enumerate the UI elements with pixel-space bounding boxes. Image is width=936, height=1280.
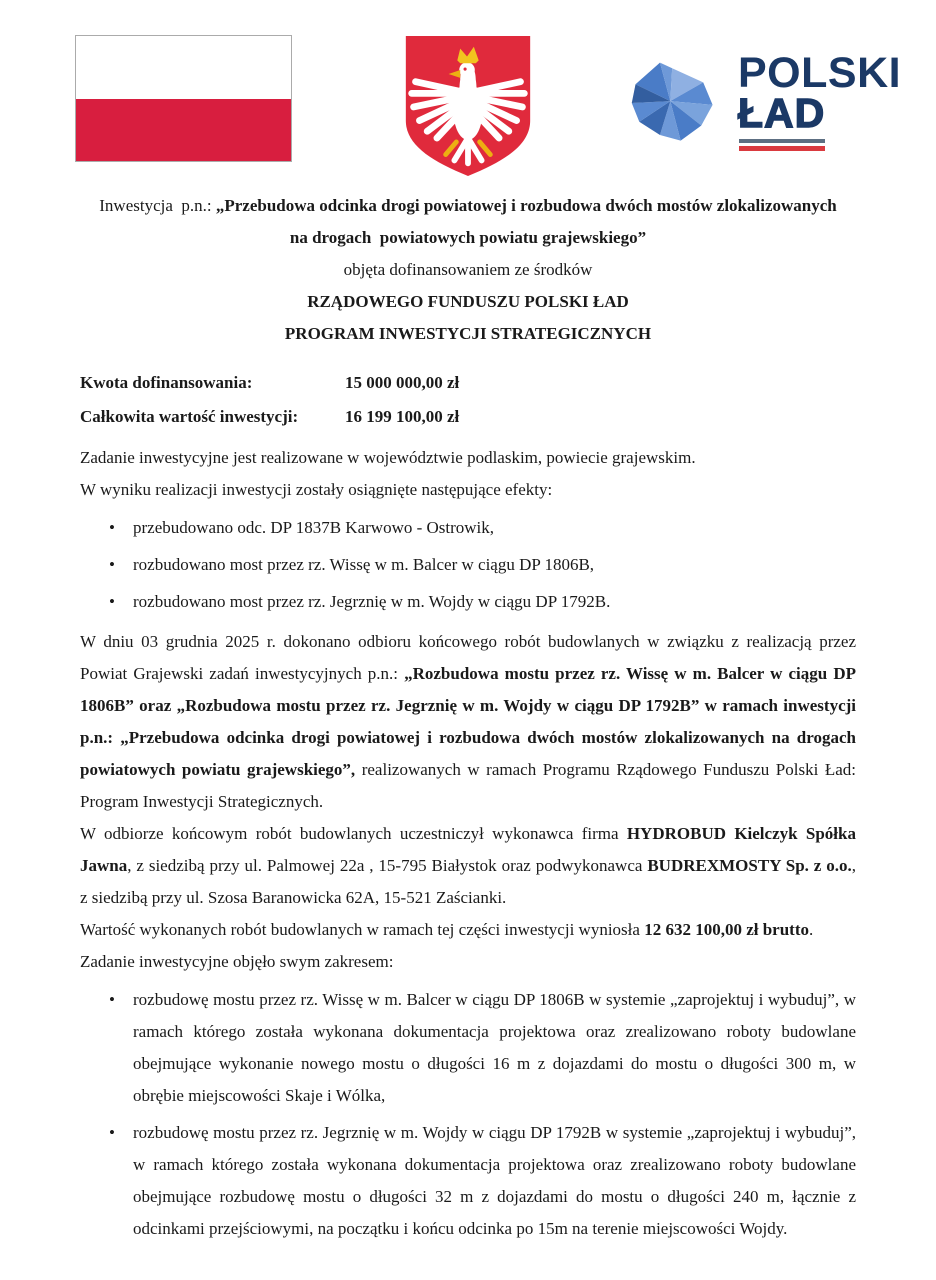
title-line-5: PROGRAM INWESTYCJI STRATEGICZNYCH xyxy=(284,324,652,343)
acceptance-run-regular: realizowanych w ramach Programu Rządowego Funduszu Polski Ład: Program Inwestycji Strategicznych. xyxy=(80,760,856,811)
finance-row-grant xyxy=(80,366,856,400)
paragraph-contractor xyxy=(80,818,856,914)
polish-coat-of-arms-icon xyxy=(400,33,536,179)
poland-map-icon xyxy=(628,55,722,151)
header-logos xyxy=(0,33,936,180)
contractor-run-regular: , z siedzibą przy ul. Palmowej 22a , 15-795 Białystok oraz podwykonawca xyxy=(127,856,648,875)
polski-lad-stripes xyxy=(739,139,825,151)
title-line-4: RZĄDOWEGO FUNDUSZU POLSKI ŁAD xyxy=(307,292,629,311)
title-block xyxy=(80,190,856,350)
value-run-regular: Wartość wykonanych robót budowlanych w ramach tej części inwestycji wyniosła xyxy=(80,920,645,939)
flag-red-stripe xyxy=(76,99,291,162)
finance-grant-label: Kwota dofinansowania: xyxy=(80,373,253,392)
finance-row-total xyxy=(80,400,856,434)
effects-list xyxy=(80,512,856,618)
finance-block xyxy=(80,366,856,434)
paragraph-value xyxy=(80,914,856,946)
finance-grant-value: 15 000 000,00 zł xyxy=(345,373,460,392)
contractor-run-regular: W odbiorze końcowym robót budowlanych uczestniczył wykonawca firma xyxy=(80,824,627,843)
title-line-1 xyxy=(80,190,856,222)
finance-total-label: Całkowita wartość inwestycji: xyxy=(80,407,299,426)
value-run-regular: . xyxy=(808,920,814,939)
scope-list xyxy=(80,984,856,1245)
subcontractor-name-bold: BUDREXMOSTY Sp. z o.o. xyxy=(647,856,852,875)
title-line-3: objęta dofinansowaniem ze środków xyxy=(343,260,593,279)
document-content xyxy=(0,190,936,1245)
paragraph-effects-intro: W wyniku realizacji inwestycji zostały osiągnięte następujące efekty: xyxy=(80,480,553,499)
title-line1-bold: „Przebudowa odcinka drogi powiatowej i rozbudowa dwóch mostów zlokalizowanych xyxy=(215,196,837,215)
stripe-red xyxy=(739,146,825,151)
polski-lad-logo xyxy=(628,49,904,165)
title-line-2: na drogach powiatowych powiatu grajewskiego” xyxy=(289,228,647,247)
effects-list-item: • przebudowano odc. DP 1837B Karwowo - Ostrowik, xyxy=(80,512,856,544)
title-line1-regular: Inwestycja p.n.: xyxy=(99,196,216,215)
effects-list-item: • rozbudowano most przez rz. Wissę w m. Balcer w ciągu DP 1806B, xyxy=(80,549,856,581)
paragraph-scope-intro: Zadanie inwestycyjne objęło swym zakresem: xyxy=(80,952,394,971)
effects-list-item: • rozbudowano most przez rz. Jegrznię w m. Wojdy w ciągu DP 1792B. xyxy=(80,586,856,618)
poland-flag-icon xyxy=(75,35,292,162)
scope-list-item: • rozbudowę mostu przez rz. Wissę w m. Balcer w ciągu DP 1806B w systemie „zaprojektuj i wybuduj”, w ramach którego została wykonana dokumentacja projektowa oraz zrealizowano roboty budowlane obejmujące wykonanie nowego mostu o długości 16 m z dojazdami do mostu o długości 300 m, w obrębie miejscowości Skaje i Wólka, xyxy=(80,984,856,1112)
flag-white-stripe xyxy=(76,36,291,99)
acceptance-run-regular: W dniu 03 grudnia 2025 r. dokonano odbioru końcowego robót budowlanych w związku z realizacją przez Powiat Grajewski zadań inwestycyjnych p.n.: xyxy=(80,632,856,683)
contractor-run-regular: , z siedzibą przy ul. Szosa Baranowicka 62A, 15-521 Zaścianki. xyxy=(80,856,857,907)
paragraph-location: Zadanie inwestycyjne jest realizowane w województwie podlaskim, powiecie grajewskim. xyxy=(80,448,696,467)
polski-lad-wordmark xyxy=(738,49,902,136)
polski-lad-word2: ŁAD xyxy=(738,90,826,136)
paragraph-acceptance xyxy=(80,626,856,818)
acceptance-run-bold: „Rozbudowa mostu przez rz. Wissę w m. Balcer w ciągu DP 1806B” oraz „Rozbudowa mostu przez rz. Jegrznię w m. Wojdy w ciągu DP 1792B” w ramach inwestycji p.n.: „Przebudowa odcinka drogi powiatowej i rozbudowa dwóch mostów zlokalizowanych na drogach powiatowych powiatu grajewskiego”, xyxy=(80,664,856,779)
value-amount-bold: 12 632 100,00 zł brutto xyxy=(644,920,809,939)
finance-total-value: 16 199 100,00 zł xyxy=(345,407,460,426)
scope-list-item: • rozbudowę mostu przez rz. Jegrznię w m. Wojdy w ciągu DP 1792B w systemie „zaprojektuj i wybuduj”, w ramach którego została wykonana dokumentacja projektowa oraz zrealizowano roboty budowlane obejmujące rozbudowę mostu o długości 32 m z dojazdami do mostu o długości 240 m, łącznie z odcinkami przejściowymi, na początku i końcu odcinka po 15m na terenie miejscowości Wojdy. xyxy=(80,1117,856,1245)
polski-lad-word1: POLSKI xyxy=(738,49,902,97)
contractor-name-bold: HYDROBUD Kielczyk Spółka Jawna xyxy=(80,824,856,875)
